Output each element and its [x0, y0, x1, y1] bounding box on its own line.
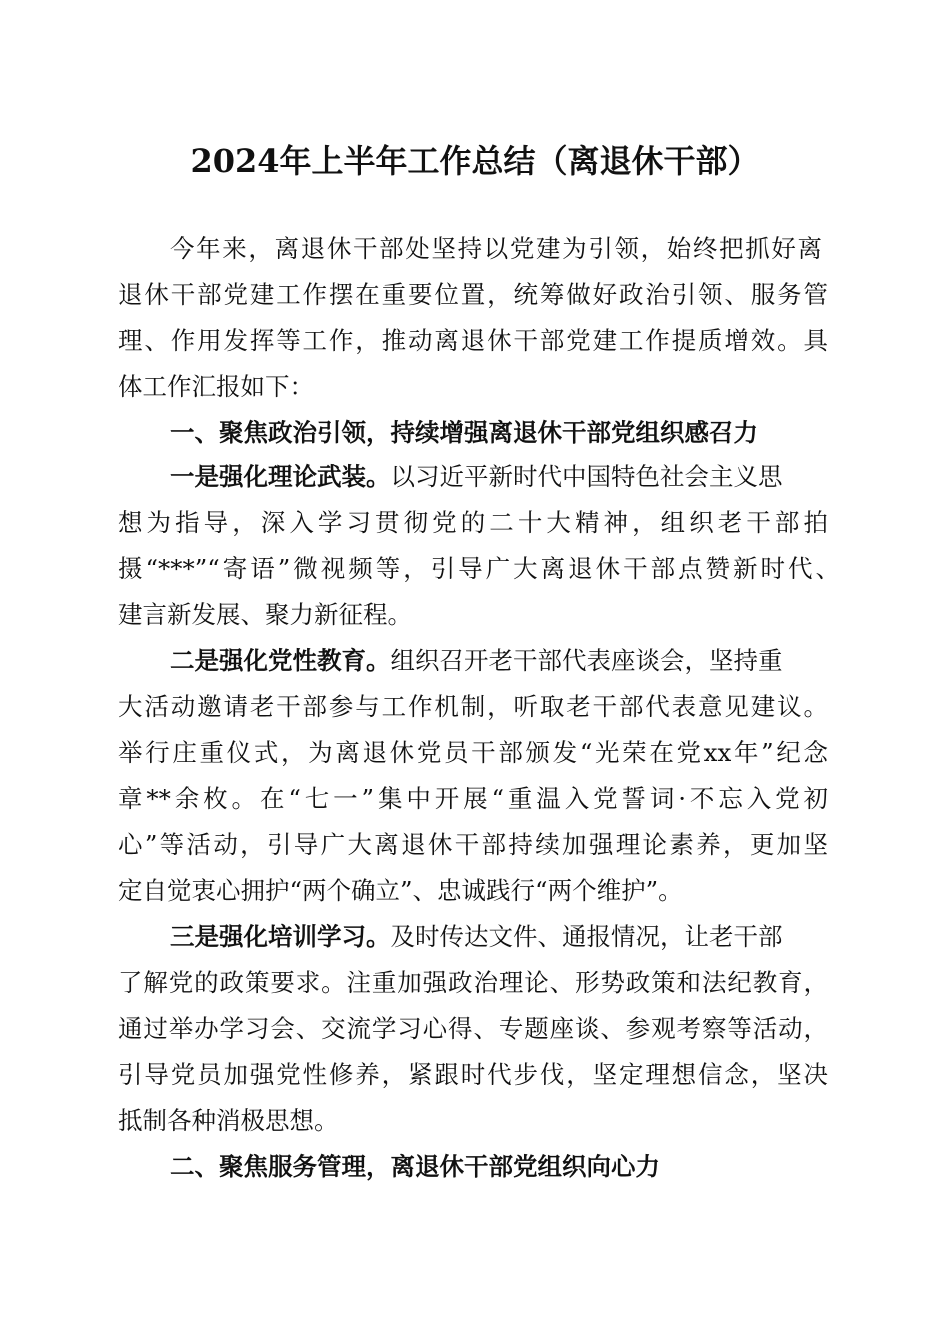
section-heading: 一、聚焦政治引领，持续增强离退休干部党组织感召力 — [170, 418, 758, 447]
paragraph-first-line — [170, 644, 783, 678]
paragraph-line: 举行庄重仪式，为离退休党员干部颁发“光荣在党xx年”纪念 — [118, 738, 828, 767]
paragraph-line: 引导党员加强党性修养，紧跟时代步伐，坚定理想信念，坚决 — [118, 1060, 828, 1089]
paragraph-text: 以习近平新时代中国特色社会主义思 — [390, 462, 783, 491]
paragraph-line: 建言新发展、聚力新征程。 — [118, 600, 412, 629]
intro-line: 体工作汇报如下： — [118, 372, 314, 401]
paragraph-lead: 二是强化党性教育。 — [170, 646, 391, 675]
paragraph-line: 想为指导，深入学习贯彻党的二十大精神，组织老干部拍 — [118, 508, 828, 537]
paragraph-line: 章**余枚。在“七一”集中开展“重温入党誓词·不忘入党初 — [118, 784, 828, 813]
paragraph-first-line — [170, 920, 783, 954]
intro-line: 理、作用发挥等工作，推动离退休干部党建工作提质增效。具 — [118, 326, 828, 355]
paragraph-first-line — [170, 460, 783, 494]
paragraph-text: 及时传达文件、通报情况，让老干部 — [390, 922, 783, 951]
paragraph-line: 抵制各种消极思想。 — [118, 1106, 339, 1135]
paragraph-line: 定自觉衷心拥护“两个确立”、忠诚践行“两个维护”。 — [118, 876, 683, 905]
paragraph-line: 心”等活动，引导广大离退休干部持续加强理论素养，更加坚 — [118, 830, 828, 859]
paragraph-line: 大活动邀请老干部参与工作机制，听取老干部代表意见建议。 — [118, 692, 828, 721]
paragraph-text: 组织召开老干部代表座谈会，坚持重 — [390, 646, 783, 675]
paragraph-line: 通过举办学习会、交流学习心得、专题座谈、参观考察等活动， — [118, 1014, 828, 1043]
intro-line: 退休干部党建工作摆在重要位置，统筹做好政治引领、服务管 — [118, 280, 828, 309]
paragraph-line: 了解党的政策要求。注重加强政治理论、形势政策和法纪教育， — [118, 968, 828, 997]
page-title: 2024年上半年工作总结（离退休干部） — [190, 142, 760, 180]
paragraph-lead: 一是强化理论武装。 — [170, 462, 391, 491]
paragraph-lead: 三是强化培训学习。 — [170, 922, 391, 951]
section-heading: 二、聚焦服务管理，离退休干部党组织向心力 — [170, 1152, 660, 1181]
intro-line: 今年来，离退休干部处坚持以党建为引领，始终把抓好离 — [170, 234, 822, 263]
paragraph-line: 摄“***”“寄语”微视频等，引导广大离退休干部点赞新时代、 — [118, 554, 840, 583]
